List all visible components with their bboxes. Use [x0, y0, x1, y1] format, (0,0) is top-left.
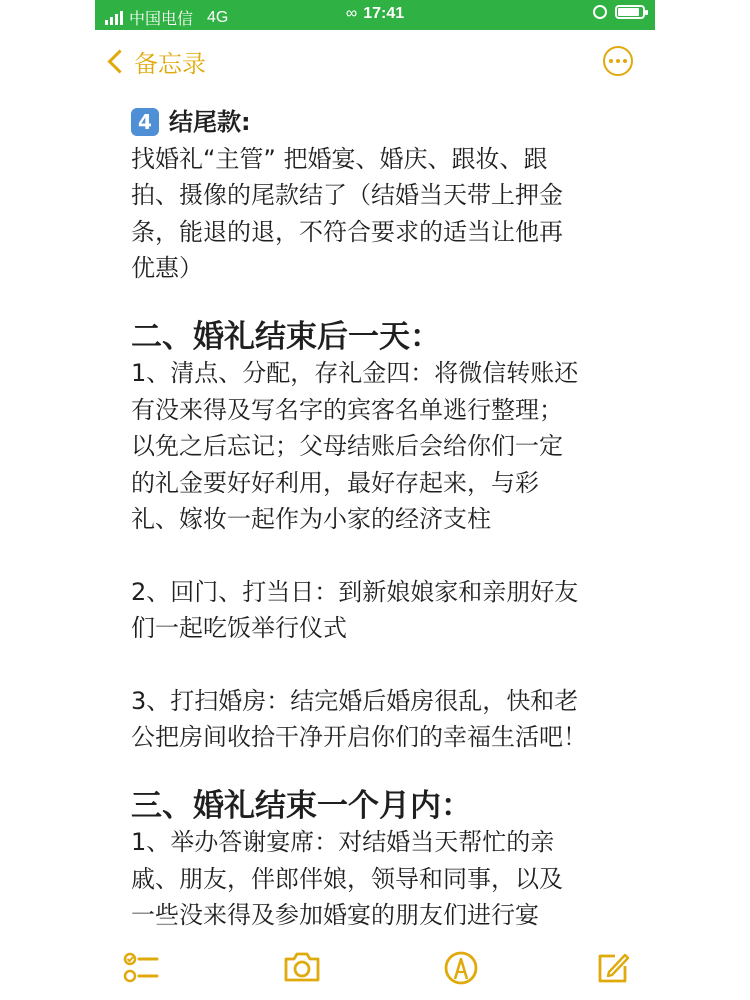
note-line: 1、举办答谢宴席：对结婚当天帮忙的亲: [131, 828, 555, 856]
compose-icon: [595, 950, 631, 986]
checklist-icon: [123, 950, 161, 986]
orientation-lock-icon: [593, 5, 607, 19]
note-line: 一些没来得及参加婚宴的朋友们进行宴: [131, 901, 539, 929]
markup-button[interactable]: [443, 950, 479, 990]
checklist-button[interactable]: [123, 950, 161, 990]
more-options-button[interactable]: [603, 46, 633, 76]
note-line: 以免之后忘记；父母结账后会给你们一定: [131, 432, 563, 460]
spacer: [131, 287, 621, 319]
carrier-label: 中国电信: [129, 11, 194, 28]
back-button[interactable]: [105, 44, 206, 79]
note-line: 们一起吃饭举行仪式: [131, 614, 347, 642]
status-clock: [95, 5, 655, 23]
hotspot-link-icon: ∞: [345, 5, 358, 22]
dot-icon: [609, 59, 613, 63]
note-line: 1、清点、分配，存礼金四：将微信转账还: [131, 359, 579, 387]
dot-icon: [616, 59, 620, 63]
note-line: 戚、朋友，伴郎伴娘，领导和同事，以及: [131, 864, 563, 893]
markup-icon: [443, 950, 479, 986]
chevron-left-icon: [107, 49, 131, 73]
compose-button[interactable]: [595, 950, 631, 990]
item4-title-row: [131, 104, 621, 141]
spacer: [131, 538, 621, 574]
status-right: [593, 5, 645, 19]
note-line: 的礼金要好好利用，最好存起来，与彩: [131, 468, 539, 497]
note-line: 有没来得及写名字的宾客名单逃行整理；: [131, 395, 563, 424]
note-line: 3、打扫婚房：结完婚后婚房很乱，快和老: [131, 686, 579, 715]
keycap-four-emoji: 4: [131, 108, 159, 136]
notes-app-screen: [95, 0, 655, 1000]
camera-icon: [282, 950, 322, 984]
note-line: 礼、嫁妆一起作为小家的经济支柱: [131, 505, 491, 533]
item4-title: 结尾款:: [169, 108, 251, 136]
spacer: [131, 647, 621, 683]
section2-heading: 二、婚礼结束后一天：: [131, 318, 441, 355]
camera-button[interactable]: [282, 950, 322, 988]
note-line: 条，能退的退，不符合要求的适当让他再: [131, 217, 563, 246]
note-body[interactable]: [131, 104, 621, 934]
bottom-toolbar: [95, 936, 655, 1000]
note-line: 公把房间收拾干净开启你们的幸福生活吧！: [131, 723, 587, 751]
spacer: [131, 756, 621, 788]
note-line: 优惠）: [131, 254, 203, 282]
status-bar: [95, 0, 655, 30]
note-line: 找婚礼“主管” 把婚宴、婚庆、跟妆、跟: [131, 144, 548, 173]
note-line: 2、回门、打当日：到新娘娘家和亲朋好友: [131, 577, 579, 606]
back-label: 备忘录: [134, 50, 206, 78]
network-label: 4G: [207, 8, 229, 26]
section3-heading: 三、婚礼结束一个月内：: [131, 787, 472, 824]
navigation-bar: [95, 30, 655, 94]
dot-icon: [623, 59, 627, 63]
time-label: 17:41: [363, 5, 405, 22]
battery-icon: [615, 5, 645, 19]
note-line: 拍、摄像的尾款结了（结婚当天带上押金: [131, 181, 563, 209]
